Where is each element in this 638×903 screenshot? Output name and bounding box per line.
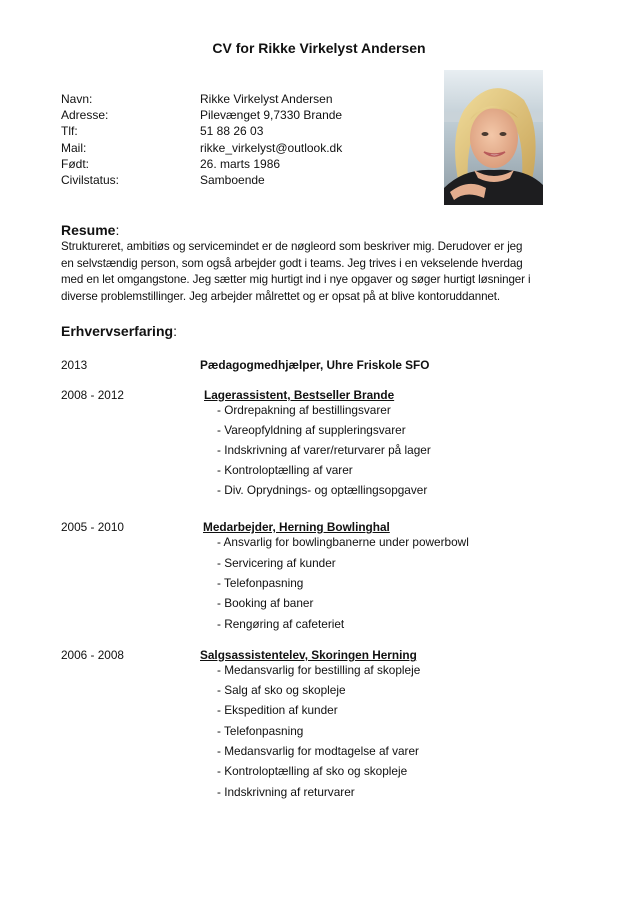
- task-item: - Kontroloptælling af sko og skopleje: [217, 764, 408, 778]
- job-title: Medarbejder, Herning Bowlinghal: [203, 520, 390, 534]
- job-period: 2013: [61, 358, 88, 372]
- task-item: - Telefonpasning: [217, 724, 304, 738]
- task-item: - Ordrepakning af bestillingsvarer: [217, 403, 391, 417]
- info-label: Navn:: [61, 92, 93, 106]
- task-item: - Servicering af kunder: [217, 556, 336, 570]
- task-item: - Salg af sko og skopleje: [217, 683, 346, 697]
- info-value: Rikke Virkelyst Andersen: [200, 92, 333, 106]
- task-item: - Ekspedition af kunder: [217, 703, 338, 717]
- page-title: CV for Rikke Virkelyst Andersen: [212, 40, 426, 56]
- info-value: 26. marts 1986: [200, 156, 281, 171]
- task-item: - Div. Oprydnings- og optællingsopgaver: [217, 483, 428, 497]
- task-item: - Medansvarlig for modtagelse af varer: [217, 744, 419, 758]
- task-item: - Indskrivning af varer/returvarer på lager: [217, 443, 431, 457]
- task-item: - Booking af baner: [217, 596, 314, 610]
- resume-heading-text: Resume: [61, 222, 116, 238]
- info-label: Født:: [61, 156, 90, 171]
- resume-line: en selvstændig person, som også arbejder godt i teams. Jeg trives i en vekselende hverdag: [61, 256, 523, 270]
- experience-heading: [61, 323, 177, 339]
- info-label: Tlf:: [61, 124, 78, 139]
- experience-heading-text: Erhvervserfaring: [61, 323, 174, 339]
- task-item: - Rengøring af cafeteriet: [217, 617, 345, 631]
- resume-line: Struktureret, ambitiøs og servicemindet er de nøgleord som beskriver mig. Derudover er jeg: [61, 240, 523, 253]
- info-label: Mail:: [61, 140, 87, 155]
- info-value: 51 88 26 03: [200, 124, 264, 139]
- task-item: - Vareopfyldning af suppleringsvarer: [217, 423, 406, 437]
- job-period: 2006 - 2008: [61, 648, 124, 662]
- portrait-image: [444, 70, 543, 205]
- job-title: Salgsassistentelev, Skoringen Herning: [200, 648, 417, 662]
- job-title: Pædagogmedhjælper, Uhre Friskole SFO: [200, 358, 430, 372]
- resume-line: diverse problemstillinger. Jeg arbejder målrettet og er opsat på at blive kontoruddannet.: [61, 289, 501, 303]
- info-label: Adresse:: [61, 108, 109, 123]
- resume-line: med en let omgangstone. Jeg sætter mig hurtigt ind i nye opgaver og søger hurtigt løsninger i: [61, 273, 531, 287]
- info-label: Civilstatus:: [61, 172, 120, 187]
- resume-text: [61, 239, 561, 305]
- task-item: - Medansvarlig for bestilling af skopleje: [217, 663, 421, 677]
- job-period: 2005 - 2010: [61, 520, 124, 534]
- info-value: Pilevænget 9,7330 Brande: [200, 108, 343, 123]
- heading-colon: :: [173, 323, 177, 339]
- task-item: - Telefonpasning: [217, 576, 304, 590]
- task-item: - Ansvarlig for bowlingbanerne under powerbowl: [217, 535, 469, 549]
- info-value: rikke_virkelyst@outlook.dk: [200, 140, 343, 155]
- task-item: - Kontroloptælling af varer: [217, 463, 353, 477]
- task-item: - Indskrivning af returvarer: [217, 785, 355, 799]
- resume-heading: [61, 222, 119, 238]
- job-title: Lagerassistent, Bestseller Brande: [204, 388, 395, 402]
- profile-photo: [444, 70, 543, 205]
- heading-colon: :: [115, 222, 120, 238]
- job-period: 2008 - 2012: [61, 388, 124, 402]
- info-value: Samboende: [200, 172, 265, 187]
